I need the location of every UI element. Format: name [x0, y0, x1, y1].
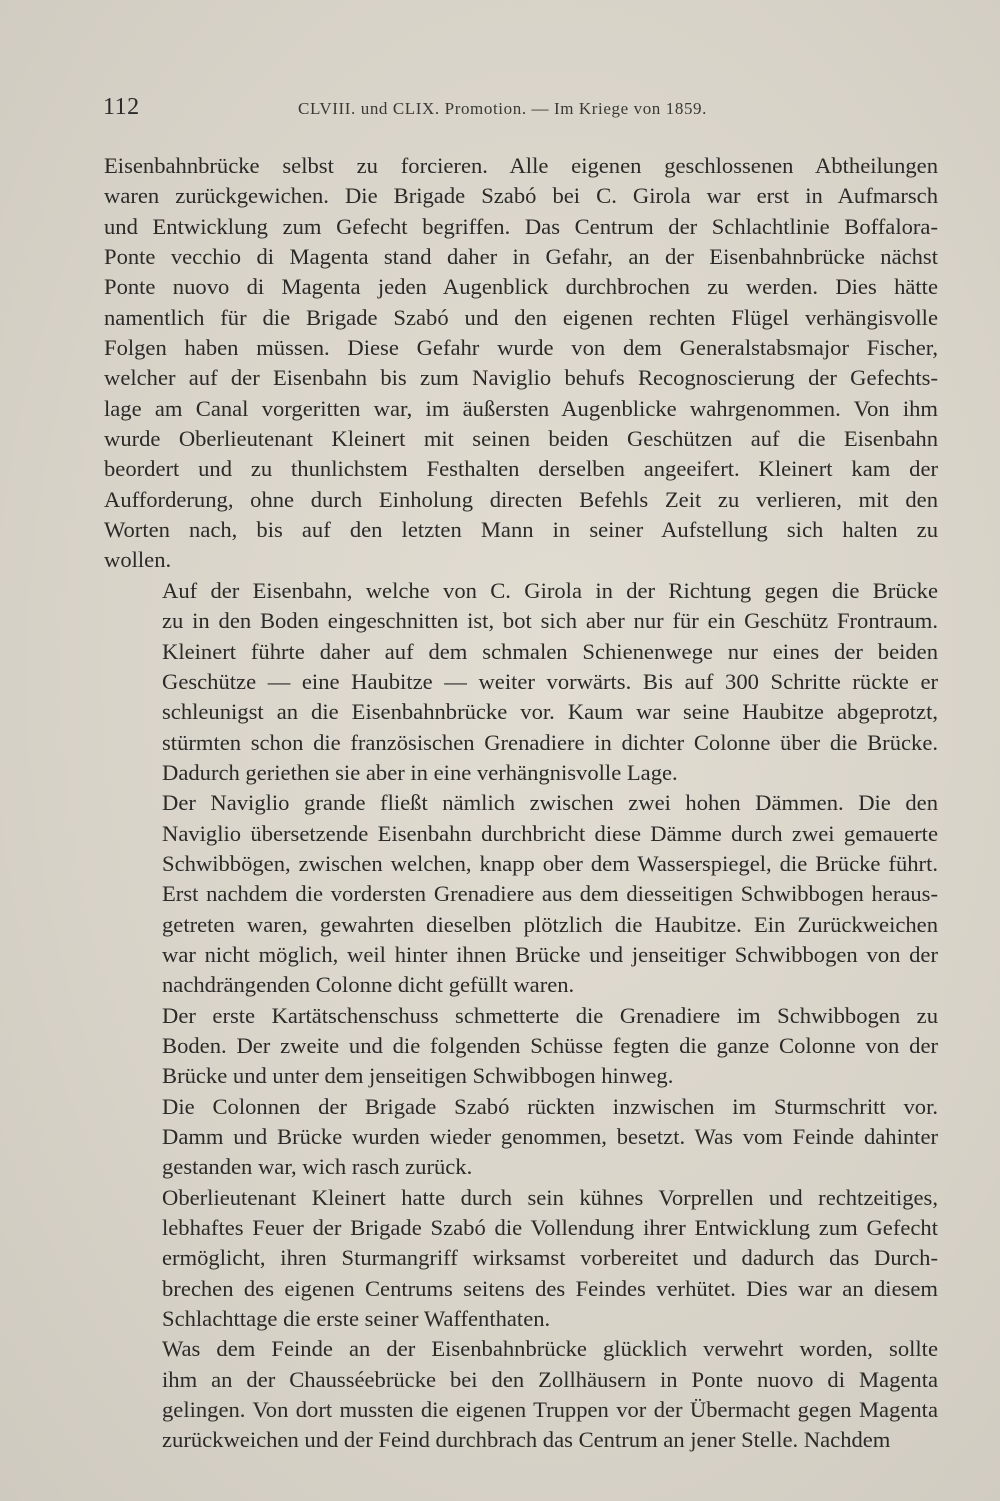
text-line: Ponte vecchio di Magenta stand daher in Gefahr, an der Eisenbahnbrücke nächst	[104, 244, 938, 270]
text-line: ihm an der Chausséebrücke bei den Zollhäusern in Ponte nuovo di Magenta	[162, 1366, 938, 1392]
text-line: waren zurückgewichen. Die Brigade Szabó bei C. Girola war erst in Aufmarsch	[104, 183, 938, 209]
text-line: Boden. Der zweite und die folgenden Schüsse fegten die ganze Colonne von der	[162, 1032, 938, 1058]
text-line: zu in den Boden eingeschnitten ist, bot sich aber nur für ein Geschütz Frontraum.	[162, 608, 938, 634]
paragraph	[104, 1001, 938, 1092]
text-line: nachdrängenden Colonne dicht gefüllt waren.	[162, 972, 575, 998]
text-line: gestanden war, wich rasch zurück.	[162, 1154, 473, 1180]
text-line: Damm und Brücke wurden wieder genommen, besetzt. Was vom Feinde dahinter	[162, 1124, 938, 1149]
paragraph	[104, 576, 938, 788]
text-line: Dadurch geriethen sie aber in eine verhängnisvolle Lage.	[162, 759, 678, 785]
text-line: wurde Oberlieutenant Kleinert mit seinen beiden Geschützen auf die Eisenbahn	[104, 426, 938, 452]
text-line: lage am Canal vorgeritten war, im äußersten Augenblicke wahrgenommen. Von ihm	[104, 395, 938, 421]
text-line: gelingen. Von dort mussten die eigenen Truppen vor der Übermacht gegen Magenta	[162, 1397, 938, 1423]
running-head	[103, 94, 943, 124]
text-line: Was dem Feinde an der Eisenbahnbrücke glücklich verwehrt worden, sollte	[162, 1336, 938, 1362]
text-line: schleunigst an die Eisenbahnbrücke vor. Kaum war seine Haubitze abgeprotzt,	[162, 699, 938, 725]
text-line: Schwibbögen, zwischen welchen, knapp ober dem Wasserspiegel, die Brücke führt.	[162, 850, 938, 876]
text-line: Auf der Eisenbahn, welche von C. Girola in der Richtung gegen die Brücke	[162, 577, 938, 603]
text-line: lebhaftes Feuer der Brigade Szabó die Vollendung ihrer Entwicklung zum Gefecht	[162, 1215, 938, 1241]
text-line: namentlich für die Brigade Szabó und den eigenen rechten Flügel verhängisvolle	[104, 304, 938, 330]
text-line: Eisenbahnbrücke selbst zu forcieren. Alle eigenen geschlossenen Abtheilungen	[104, 153, 938, 178]
page-number: 112	[103, 94, 140, 120]
body-text	[104, 151, 938, 1456]
text-line: Naviglio übersetzende Eisenbahn durchbricht diese Dämme durch zwei gemauerte	[162, 820, 938, 846]
text-line: Oberlieutenant Kleinert hatte durch sein kühnes Vorprellen und rechtzeitiges,	[162, 1184, 938, 1210]
text-line: beordert und zu thunlichstem Festhalten derselben angeeifert. Kleinert kam der	[104, 456, 938, 482]
text-line: Kleinert führte daher auf dem schmalen Schienenwege nur eines der beiden	[162, 638, 938, 664]
text-line: stürmten schon die französischen Grenadiere in dichter Colonne über die Brücke.	[162, 729, 938, 755]
text-line: welcher auf der Eisenbahn bis zum Naviglio behufs Recognoscierung der Gefechts-	[104, 365, 938, 391]
text-line: war nicht möglich, weil hinter ihnen Brücke und jenseitiger Schwibbogen von der	[162, 941, 938, 967]
text-line: und Entwicklung zum Gefecht begriffen. Das Centrum der Schlachtlinie Boffalora-	[104, 213, 938, 239]
text-line: Die Colonnen der Brigade Szabó rückten inzwischen im Sturmschritt vor.	[162, 1093, 938, 1119]
paragraph	[104, 1183, 938, 1335]
paragraph	[104, 151, 938, 576]
text-line: wollen.	[104, 547, 172, 573]
text-line: getreten waren, gewahrten dieselben plötzlich die Haubitze. Ein Zurückweichen	[162, 911, 938, 937]
text-line: brechen des eigenen Centrums seitens des Feindes verhütet. Dies war an diesem	[162, 1275, 938, 1301]
text-line: Brücke und unter dem jenseitigen Schwibbogen hinweg.	[162, 1063, 674, 1089]
text-line: Aufforderung, ohne durch Einholung directen Befehls Zeit zu verlieren, mit den	[104, 486, 938, 512]
running-title: CLVIII. und CLIX. Promotion. — Im Kriege von 1859.	[298, 99, 708, 118]
paragraph	[104, 1092, 938, 1183]
text-line: Der Naviglio grande fließt nämlich zwischen zwei hohen Dämmen. Die den	[162, 790, 938, 816]
text-line: Folgen haben müssen. Diese Gefahr wurde von dem Generalstabsmajor Fischer,	[104, 335, 938, 361]
text-line: Ponte nuovo di Magenta jeden Augenblick durchbrochen zu werden. Dies hätte	[104, 274, 938, 300]
text-line: Der erste Kartätschenschuss schmetterte die Grenadiere im Schwibbogen zu	[162, 1002, 938, 1028]
text-line: ermöglicht, ihren Sturmangriff wirksamst vorbereitet und dadurch das Durch-	[162, 1245, 938, 1271]
text-line: Worten nach, bis auf den letzten Mann in seiner Aufstellung sich halten zu	[104, 517, 938, 543]
paragraph	[104, 1334, 938, 1455]
text-line: Geschütze — eine Haubitze — weiter vorwärts. Bis auf 300 Schritte rückte er	[162, 668, 938, 694]
text-line: Schlachttage die erste seiner Waffenthaten.	[162, 1306, 551, 1332]
text-line: zurückweichen und der Feind durchbrach das Centrum an jener Stelle. Nachdem	[162, 1427, 891, 1453]
text-line: Erst nachdem die vordersten Grenadiere aus dem diesseitigen Schwibbogen heraus-	[162, 881, 938, 907]
paragraph	[104, 788, 938, 1000]
